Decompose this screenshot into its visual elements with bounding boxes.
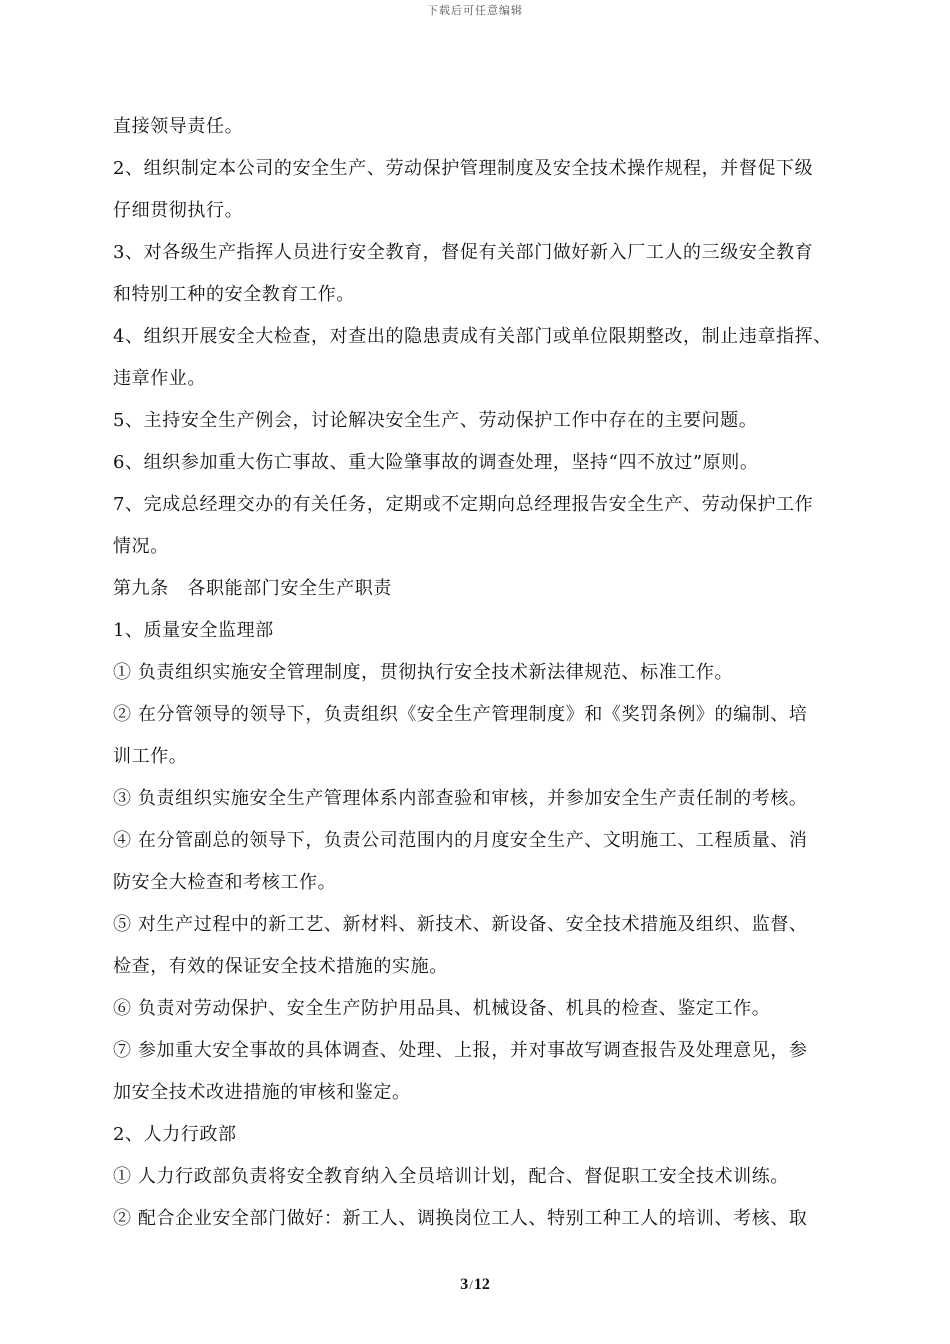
text-line: 和特别工种的安全教育工作。	[113, 284, 355, 305]
text-line: 检查，有效的保证安全技术措施的实施。	[113, 956, 448, 977]
text-line: 仔细贯彻执行。	[113, 200, 244, 221]
text-line: 情况。	[113, 536, 169, 557]
total-pages: 12	[473, 1276, 490, 1293]
document-body	[113, 113, 861, 1247]
text-line: ⑤ 对生产过程中的新工艺、新材料、新技术、新设备、安全技术措施及组织、监督、	[113, 914, 808, 935]
section-heading: 第九条 各职能部门安全生产职责	[113, 578, 392, 599]
text-line: 3、对各级生产指挥人员进行安全教育，督促有关部门做好新入厂工人的三级安全教育	[113, 242, 814, 263]
text-line: ② 在分管领导的领导下，负责组织《安全生产管理制度》和《奖罚条例》的编制、培	[113, 704, 808, 725]
text-line: 7、完成总经理交办的有关任务，定期或不定期向总经理报告安全生产、劳动保护工作	[113, 494, 814, 515]
subsection-heading: 1、质量安全监理部	[113, 620, 274, 641]
text-line: 直接领导责任。	[113, 116, 244, 137]
subsection-heading: 2、人力行政部	[113, 1124, 237, 1145]
text-line: 防安全大检查和考核工作。	[113, 872, 337, 893]
page-number	[0, 1276, 950, 1294]
page-separator: /	[469, 1277, 473, 1292]
text-line: 加安全技术改进措施的审核和鉴定。	[113, 1082, 411, 1103]
text-line: ⑥ 负责对劳动保护、安全生产防护用品具、机械设备、机具的检查、鉴定工作。	[113, 998, 771, 1019]
text-line: 6、组织参加重大伤亡事故、重大险肇事故的调查处理，坚持“四不放过”原则。	[113, 452, 759, 473]
header-note: 下载后可任意编辑	[427, 4, 523, 17]
text-line: ④ 在分管副总的领导下，负责公司范围内的月度安全生产、文明施工、工程质量、消	[113, 830, 808, 851]
text-line: 2、组织制定本公司的安全生产、劳动保护管理制度及安全技术操作规程，并督促下级	[113, 158, 814, 179]
text-line: 4、组织开展安全大检查，对查出的隐患责成有关部门或单位限期整改，制止违章指挥、	[113, 326, 832, 347]
text-line: ① 人力行政部负责将安全教育纳入全员培训计划，配合、督促职工安全技术训练。	[113, 1166, 789, 1187]
current-page: 3	[460, 1276, 469, 1293]
text-line: ① 负责组织实施安全管理制度，贯彻执行安全技术新法律规范、标准工作。	[113, 662, 734, 683]
text-line: ③ 负责组织实施安全生产管理体系内部查验和审核，并参加安全生产责任制的考核。	[113, 788, 808, 809]
text-line: ② 配合企业安全部门做好：新工人、调换岗位工人、特别工种工人的培训、考核、取	[113, 1208, 808, 1229]
text-line: 5、主持安全生产例会，讨论解决安全生产、劳动保护工作中存在的主要问题。	[113, 410, 758, 431]
text-line: 违章作业。	[113, 368, 206, 389]
text-line: ⑦ 参加重大安全事故的具体调查、处理、上报，并对事故写调查报告及处理意见，参	[113, 1040, 808, 1061]
text-line: 训工作。	[113, 746, 188, 767]
